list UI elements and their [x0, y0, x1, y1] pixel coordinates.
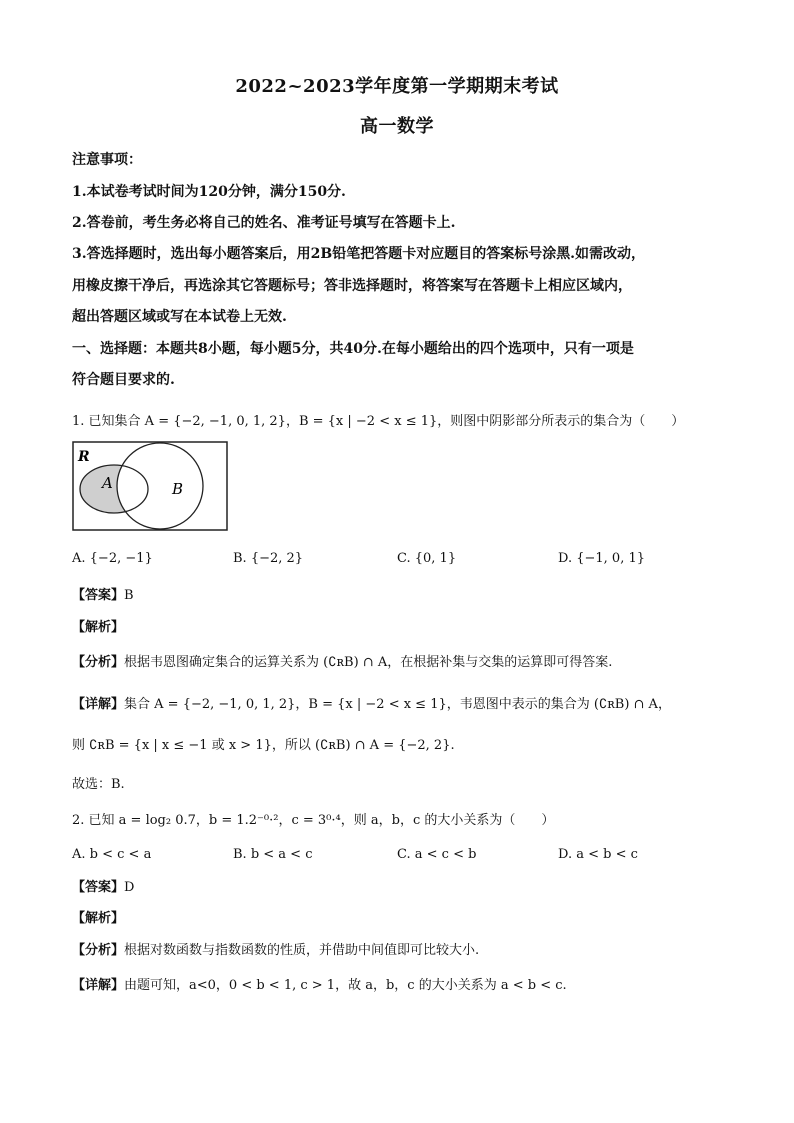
notice-item-3-end: 超出答题区域或写在本试卷上无效.	[72, 309, 287, 325]
section-heading-cont: 符合题目要求的.	[72, 372, 175, 388]
q2-option-c: C. a < c < b	[397, 847, 477, 862]
universe-label: R	[78, 449, 90, 465]
q2-analysis-tag	[72, 909, 732, 929]
q1-analysis-tag	[72, 618, 732, 638]
exam-title: 2022~2023学年度第一学期期末考试	[235, 76, 559, 97]
q1-fenxi	[72, 653, 732, 673]
fenxi-text: 根据韦恩图确定集合的运算关系为 (∁ʀB) ∩ A，在根据补集与交集的运算即可得答案.	[124, 655, 613, 670]
notice-item-3: 3.答选择题时，选出每小题答案后，用2B铅笔把答题卡对应题目的答案标号涂黑.如需改动，	[72, 246, 646, 262]
analysis-tag: 【解析】	[72, 911, 125, 926]
q2-option-a: A. b < c < a	[72, 847, 152, 862]
answer-tag: 【答案】	[72, 880, 125, 895]
q1-option-c: C. {0, 1}	[397, 551, 457, 566]
q1-stem: 1. 已知集合 A = {−2, −1, 0, 1, 2}，B = {x | −2 < x ≤ 1}，则图中阴影部分所表示的集合为（ ）	[72, 414, 685, 429]
set-b-label: B	[172, 480, 184, 498]
q1-answer	[72, 586, 732, 606]
venn-diagram	[72, 441, 228, 531]
q1-xiangjie	[72, 695, 732, 715]
fenxi-tag: 【分析】	[72, 655, 125, 670]
q1-option-d: D. {−1, 0, 1}	[558, 551, 646, 566]
answer-tag: 【答案】	[72, 588, 125, 603]
q2-option-b: B. b < a < c	[233, 847, 313, 862]
q2-answer	[72, 878, 732, 898]
notice-item-1: 1.本试卷考试时间为120分钟，满分150分.	[72, 184, 346, 200]
q1-option-a: A. {−2, −1}	[72, 551, 153, 566]
xiangjie-text: 由题可知，a<0，0 < b < 1, c > 1，故 a，b，c 的大小关系为 a < b < c.	[124, 978, 567, 993]
fenxi-tag: 【分析】	[72, 943, 125, 958]
notice-item-3-cont: 用橡皮擦干净后，再选涂其它答题标号；答非选择题时，将答案写在答题卡上相应区域内，	[72, 278, 632, 294]
answer-value: B	[124, 588, 134, 603]
xiangjie-tag: 【详解】	[72, 978, 125, 993]
analysis-tag: 【解析】	[72, 620, 125, 635]
exam-subtitle: 高一数学	[360, 116, 434, 137]
xiangjie-text: 集合 A = {−2, −1, 0, 1, 2}，B = {x | −2 < x ≤ 1}，韦恩图中表示的集合为 (∁ʀB) ∩ A，	[124, 697, 671, 712]
q2-stem: 2. 已知 a = log₂ 0.7，b = 1.2⁻⁰·²，c = 3⁰·⁴，则 a，b，c 的大小关系为（ ）	[72, 813, 555, 828]
section-heading: 一、选择题：本题共8小题，每小题5分，共40分.在每小题给出的四个选项中，只有一项是	[72, 341, 634, 357]
q1-xiangjie-cont: 则 ∁ʀB = {x | x ≤ −1 或 x > 1}，所以 (∁ʀB) ∩ A = {−2, 2}.	[72, 738, 455, 753]
answer-value: D	[124, 880, 135, 895]
q2-xiangjie	[72, 976, 732, 996]
xiangjie-tag: 【详解】	[72, 697, 125, 712]
fenxi-text: 根据对数函数与指数函数的性质，并借助中间值即可比较大小.	[124, 943, 480, 958]
q1-conclusion: 故选：B.	[72, 777, 125, 792]
notice-heading: 注意事项：	[72, 152, 142, 168]
q1-option-b: B. {−2, 2}	[233, 551, 304, 566]
q2-option-d: D. a < b < c	[558, 847, 638, 862]
set-a-label: A	[102, 474, 113, 492]
notice-item-2: 2.答卷前，考生务必将自己的姓名、准考证号填写在答题卡上.	[72, 215, 456, 231]
q2-fenxi	[72, 941, 732, 961]
